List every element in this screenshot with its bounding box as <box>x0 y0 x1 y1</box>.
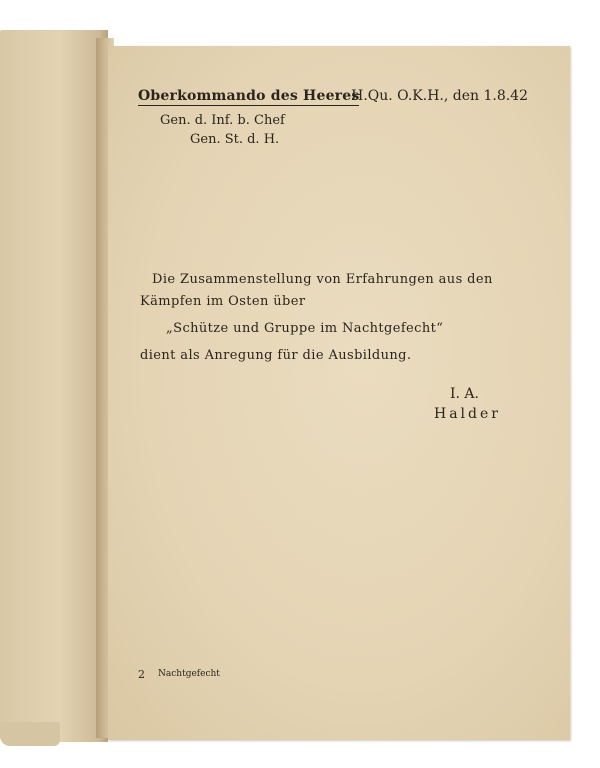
page-number: 2 <box>138 668 145 681</box>
signature-prefix: I. A. <box>450 386 479 402</box>
office-line-1: Gen. d. Inf. b. Chef <box>160 113 285 128</box>
body-line-3-title: „Schütze und Gruppe im Nachtgefecht“ <box>166 321 444 336</box>
office-line-2: Gen. St. d. H. <box>190 132 280 147</box>
place-date-line: H.Qu. O.K.H., den 1.8.42 <box>351 88 528 104</box>
authority-heading: Oberkommando des Heeres <box>138 88 360 104</box>
body-line-1: Die Zusammenstellung von Erfahrungen aus den <box>152 272 493 287</box>
signature-name: Halder <box>434 406 501 422</box>
right-page <box>108 46 570 740</box>
body-line-2: Kämpfen im Osten über <box>140 294 306 309</box>
left-page-corner <box>0 722 60 746</box>
body-line-4: dient als Anregung für die Ausbildung. <box>140 348 412 363</box>
running-title: Nachtgefecht <box>158 669 220 679</box>
left-page <box>0 30 108 742</box>
